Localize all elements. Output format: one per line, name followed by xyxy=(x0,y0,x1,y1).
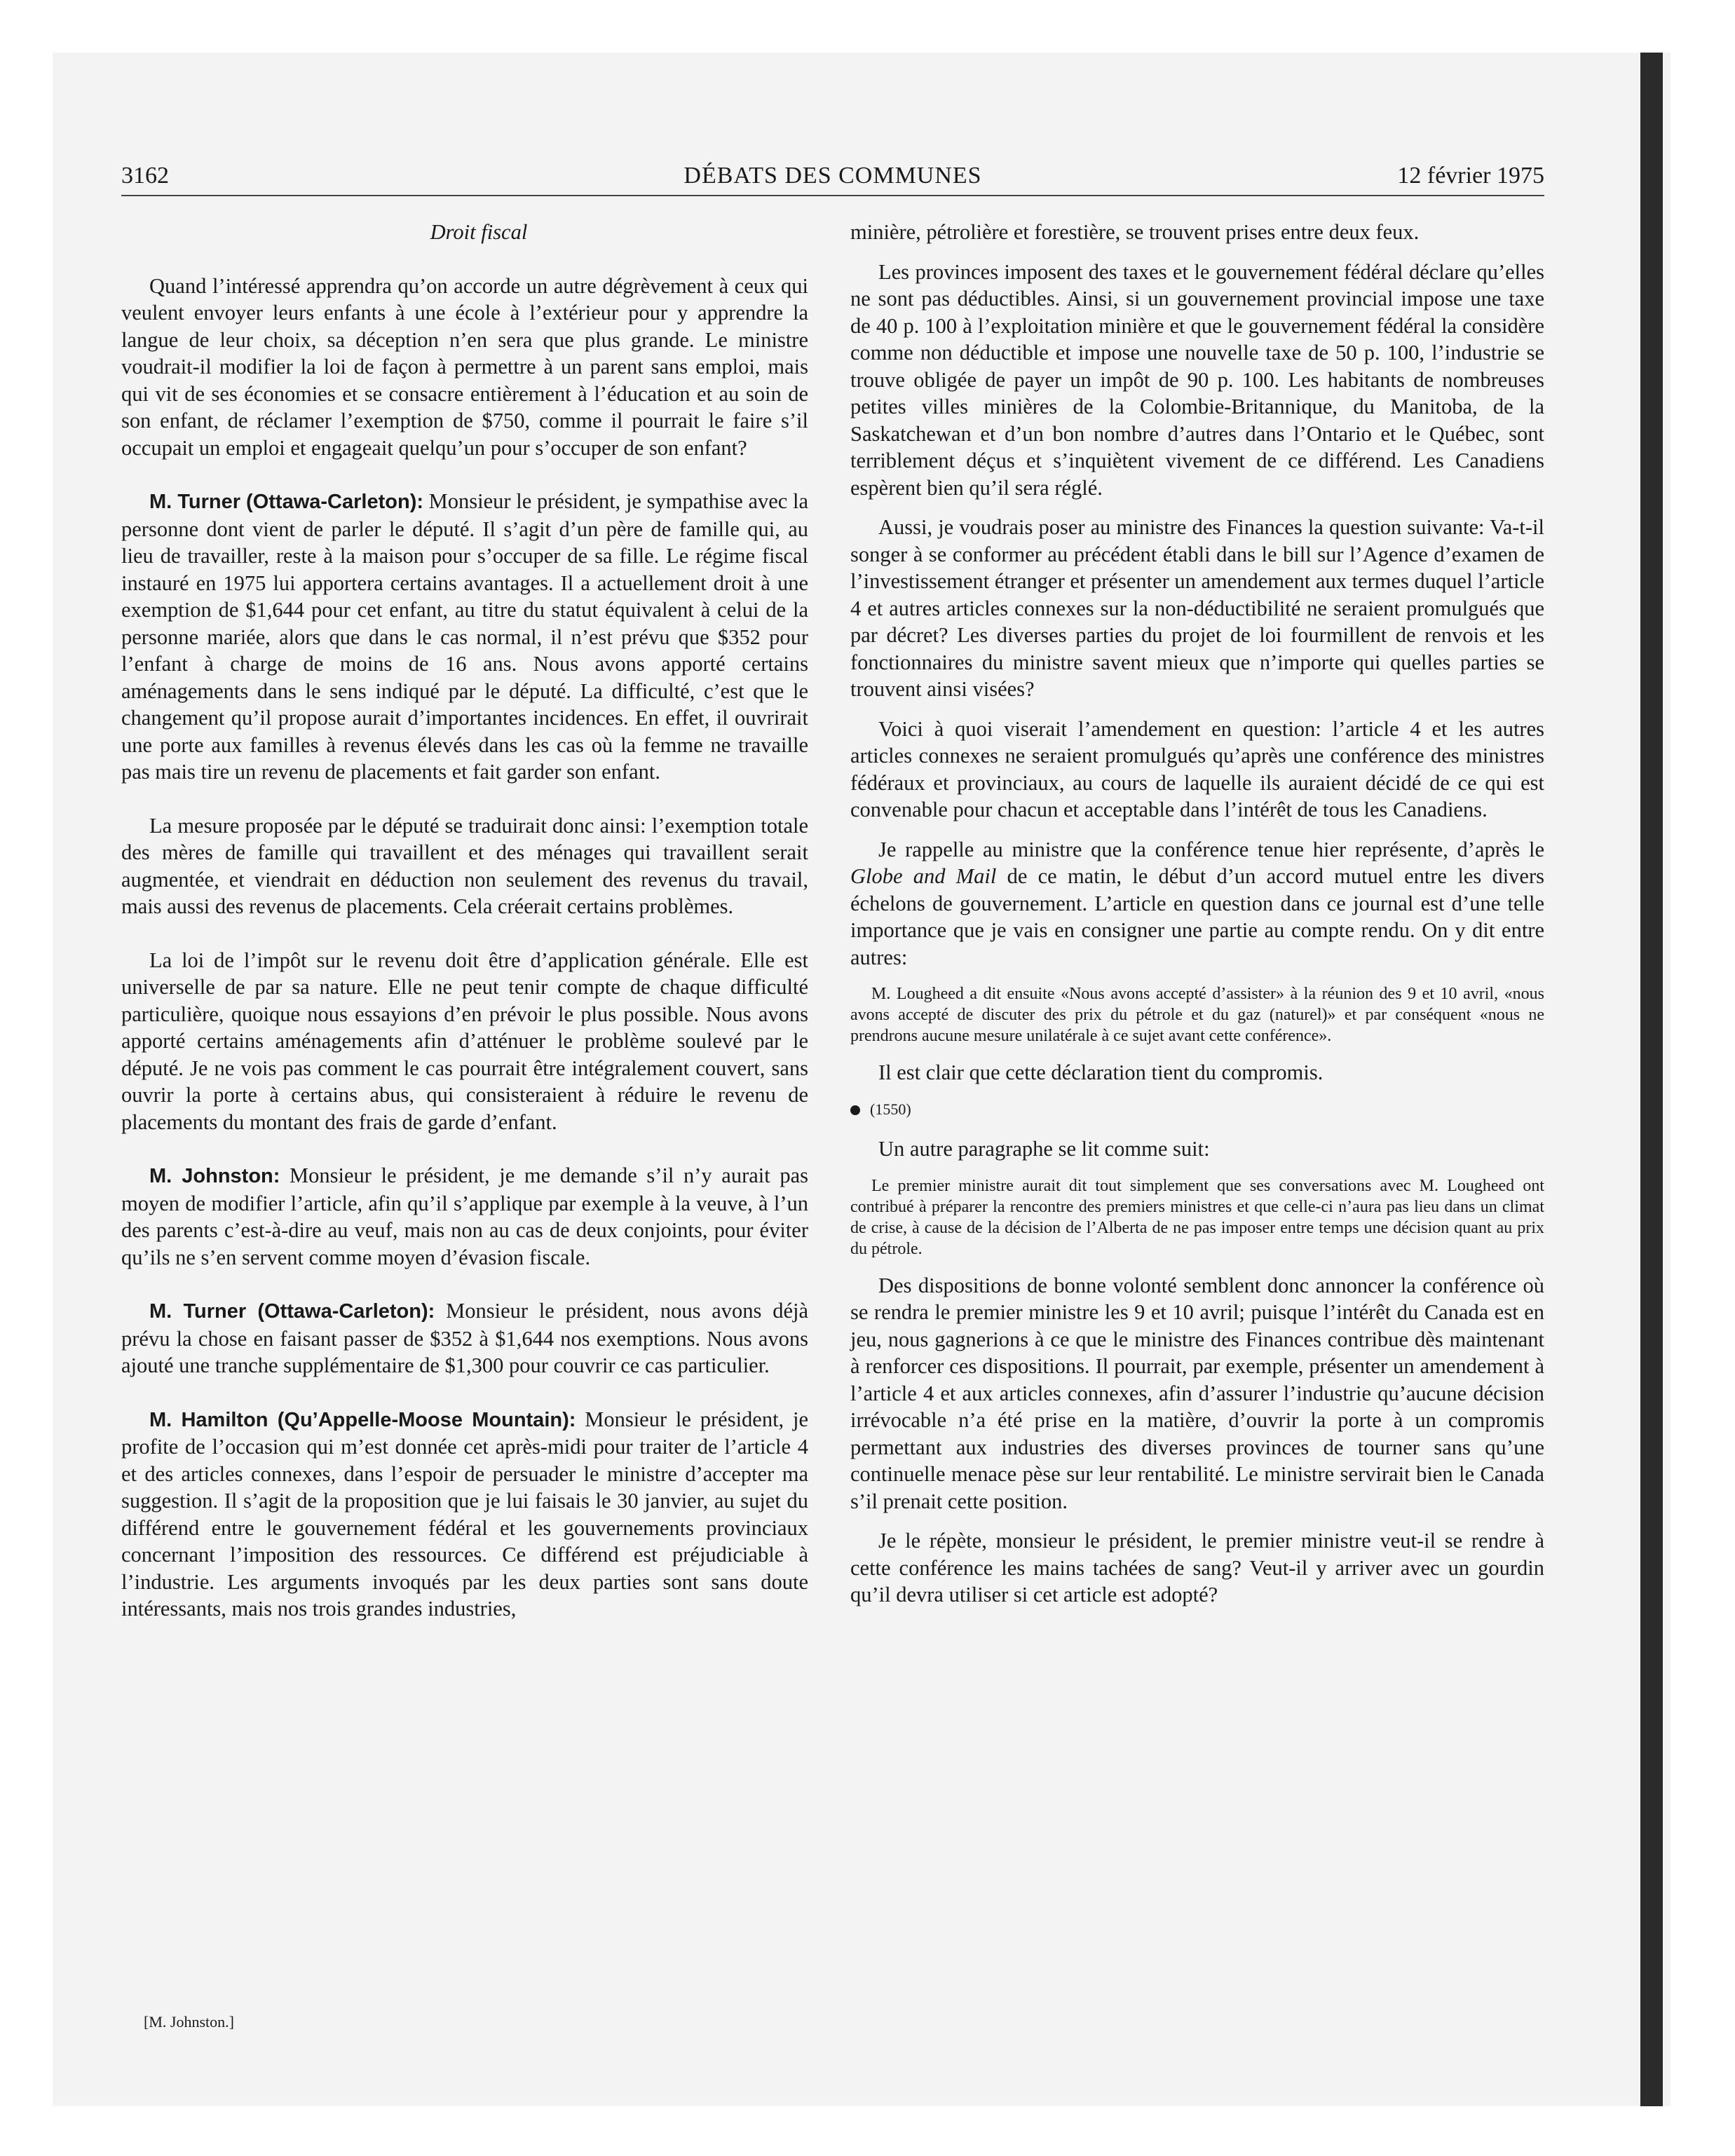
paragraph: Un autre paragraphe se lit comme suit: xyxy=(878,1137,1210,1161)
right-column xyxy=(850,219,1544,1609)
section-title: Droit fiscal xyxy=(430,220,528,244)
publication-title: DÉBATS DES COMMUNES xyxy=(683,163,982,189)
speech-text: Monsieur le président, nous avons déjà prévu la chose en faisant passer de $352 à $1,644 nos exemptions. Nous avons ajouté une tranche supplémentaire de $1,300 pour couvrir ce cas particulier. xyxy=(121,1299,808,1377)
paragraph: Des dispositions de bonne volonté semblent donc annoncer la conférence où se rendra le premier ministre les 9 et 10 avril; puisque l’intérêt du Canada est en jeu, nous gagnerions à ce que le ministre des Finances contribue dès maintenant à renforcer ces dispositions. Il pourrait, par exemple, présenter un amendement à l’article 4 et aux articles connexes, afin d’assurer l’industrie qu’aucune décision irrévocable n’a été prise en la matière, d’ouvrir la porte à un compromis permettant aux industries des diverses provinces de tourner sans qu’une continuelle menace pèse sur leur rentabilité. Le ministre servirait bien le Canada s’il prenait cette position. xyxy=(850,1273,1544,1513)
speech-text: Monsieur le président, je profite de l’occasion qui m’est donnée cet après-midi pour traiter de l’article 4 et des articles connexes, dans l’espoir de persuader le ministre d’accepter ma suggestion. Il s’agit de la proposition que je lui faisais le 30 janvier, au sujet du différend entre le gouvernement fédéral et les gouvernements provinciaux concernant l’imposition des ressources. Ce différend est préjudiciable à l’industrie. Les arguments invoqués par les deux parties sont sans doute intéressants, mais nos trois grandes industries, xyxy=(121,1407,809,1621)
newspaper-title: Globe and Mail xyxy=(850,864,997,888)
block-quote: M. Lougheed a dit ensuite «Nous avons accepté d’assister» à la réunion des 9 et 10 avril, «nous avons accepté de discuter des prix du pétrole et du gaz (naturel)» et par conséquent «nous ne prendrons aucune mesure unilatérale à ce sujet avant cette conférence». xyxy=(850,985,1544,1045)
speech-text: Monsieur le président, je me demande s’il n’y aurait pas moyen de modifier l’article, afin qu’il s’applique par exemple à la veuve, à l’un des parents c’est-à-dire au veuf, mais non au cas de deux conjoints, pour éviter qu’ils ne s’en servent comme moyen d’évasion fiscale. xyxy=(121,1164,808,1269)
speaker-name: M. Hamilton (Qu’Appelle-Moose Mountain): xyxy=(149,1408,576,1431)
speaker-name: M. Turner (Ottawa-Carleton): xyxy=(149,491,424,513)
header-rule xyxy=(121,195,1544,196)
left-column xyxy=(121,219,808,1623)
page-date: 12 février 1975 xyxy=(1397,163,1544,189)
text-run: Je rappelle au ministre que la conférence tenue hier représente, d’après le xyxy=(878,837,1544,861)
paragraph: Je le répète, monsieur le président, le premier ministre veut-il se rendre à cette conférence les mains tachées de sang? Veut-il y arriver avec un gourdin qu’il devra utiliser si cet article est adopté? xyxy=(850,1529,1544,1606)
paragraph: La loi de l’impôt sur le revenu doit être d’application générale. Elle est universelle de par sa nature. Elle ne peut tenir compte de chaque difficulté particulière, quoique nous essayions d’en prévoir le plus possible. Nous avons apporté certains aménagements afin d’atténuer le problème soulevé par le député. Je ne vois pas comment le cas pourrait être intégralement couvert, sans ouvrir la porte à certains abus, qui consisteraient à réduire le revenu de placements du montant des frais de garde d’enfant. xyxy=(121,948,808,1134)
footnote-speaker: [M. Johnston.] xyxy=(144,2013,234,2031)
paragraph: Voici à quoi viserait l’amendement en question: l’article 4 et les autres articles connexes ne seraient promulgués qu’après une conférence des ministres fédéraux et provinciaux, au cours de laquelle ils auraient décidé de ce qui est convenable pour chacun et acceptable dans l’intérêt de tous les Canadiens. xyxy=(850,716,1544,821)
paragraph: La mesure proposée par le député se traduirait donc ainsi: l’exemption totale des mères de famille qui travaillent et des ménages qui travaillent serait augmentée, et viendrait en déduction non seulement des revenus du travail, mais aussi des revenus de placements. Cela créerait certains problèmes. xyxy=(121,813,808,918)
paragraph: minière, pétrolière et forestière, se trouvent prises entre deux feux. xyxy=(850,220,1420,244)
paragraph xyxy=(121,488,808,786)
bullet-icon xyxy=(850,1105,860,1115)
paragraph xyxy=(121,1406,808,1623)
speaker-name: M. Turner (Ottawa-Carleton): xyxy=(149,1300,435,1323)
paragraph: Quand l’intéressé apprendra qu’on accorde un autre dégrèvement à ceux qui veulent envoyer leurs enfants à une école à l’extérieur pour y apprendre la langue de leur choix, sa déception n’en sera que plus grande. Le ministre voudrait-il modifier la loi de façon à permettre à un parent sans emploi, mais qui vit de ses économies et se consacre entièrement à l’éducation et au soin de son enfant, de réclamer l’exemption de $750, comme il pourrait le faire s’il occupait un emploi et engageait quelqu’un pour s’occuper de son enfant? xyxy=(121,273,808,460)
time-stamp xyxy=(850,1096,1544,1124)
paragraph: Aussi, je voudrais poser au ministre des Finances la question suivante: Va-t-il songer à se conformer au précédent établi dans le bill sur l’Agence d’examen de l’investissement étranger et présenter un amendement aux termes duquel l’article 4 et autres articles connexes sur la non-déductibilité ne seraient promulgués que par décret? Les diverses parties du projet de loi fourmillent de renvois et les fonctionnaires du ministre savent mieux que n’importe qui quelles parties se trouvent ainsi visées? xyxy=(850,515,1545,701)
page-number: 3162 xyxy=(121,163,169,189)
paragraph xyxy=(850,836,1544,971)
text-run: de ce matin, le début d’un accord mutuel entre les divers échelons de gouvernement. L’article en question dans ce journal est d’une telle importance que je vais en consigner une partie au compte rendu. On y dit entre autres: xyxy=(850,864,1544,969)
page-header xyxy=(121,163,1544,196)
speech-text: Monsieur le président, je sympathise avec la personne dont vient de parler le député. Il s’agit d’un père de famille qui, au lieu de travailler, reste à la maison pour s’occuper de sa fille. Le régime fiscal instauré en 1975 lui apportera certains avantages. Il a actuellement droit à une exemption de $1,644 pour cet enfant, au titre du statut équivalent à celui de la personne mariée, alors que dans le cas normal, il n’est prévu que $352 pour l’enfant à charge de moins de 16 ans. Nous avons apporté certains aménagements dans le sens indiqué par le député. La difficulté, c’est que le changement qu’il propose aurait d’importantes incidences. En effet, il ouvrirait une porte aux familles à revenus élevés dans les cas où la femme ne travaille pas mais tire un revenu de placements et fait garder son enfant. xyxy=(121,489,808,784)
paragraph xyxy=(121,1162,808,1271)
scan-edge-bar xyxy=(1640,53,1663,2106)
time-stamp-text: (1550) xyxy=(870,1100,911,1118)
speaker-name: M. Johnston: xyxy=(149,1165,280,1187)
paragraph: Il est clair que cette déclaration tient du compromis. xyxy=(878,1060,1324,1084)
paragraph: Les provinces imposent des taxes et le gouvernement fédéral déclare qu’elles ne sont pas déductibles. Ainsi, si un gouvernement provincial impose une taxe de 40 p. 100 à l’exploitation minière et que le gouvernement fédéral la considère comme non déductible et impose une nouvelle taxe de 50 p. 100, l’industrie se trouve obligée de payer un impôt de 90 p. 100. Les habitants de nombreuses petites villes minières de la Colombie-Britannique, du Manitoba, de la Saskatchewan et d’un bon nombre d’autres dans l’Ontario et le Québec, sont terriblement déçus et s’inquiètent vivement de ce différend. Les Canadiens espèrent bien qu’il sera réglé. xyxy=(850,259,1544,500)
paragraph xyxy=(121,1297,808,1379)
block-quote: Le premier ministre aurait dit tout simplement que ses conversations avec M. Lougheed ont contribué à préparer la rencontre des premiers ministres et que celle-ci n’aura pas lieu dans un climat de crise, à cause de la décision de l’Alberta de ne pas imposer entre temps une décision quant au prix du pétrole. xyxy=(850,1176,1544,1258)
